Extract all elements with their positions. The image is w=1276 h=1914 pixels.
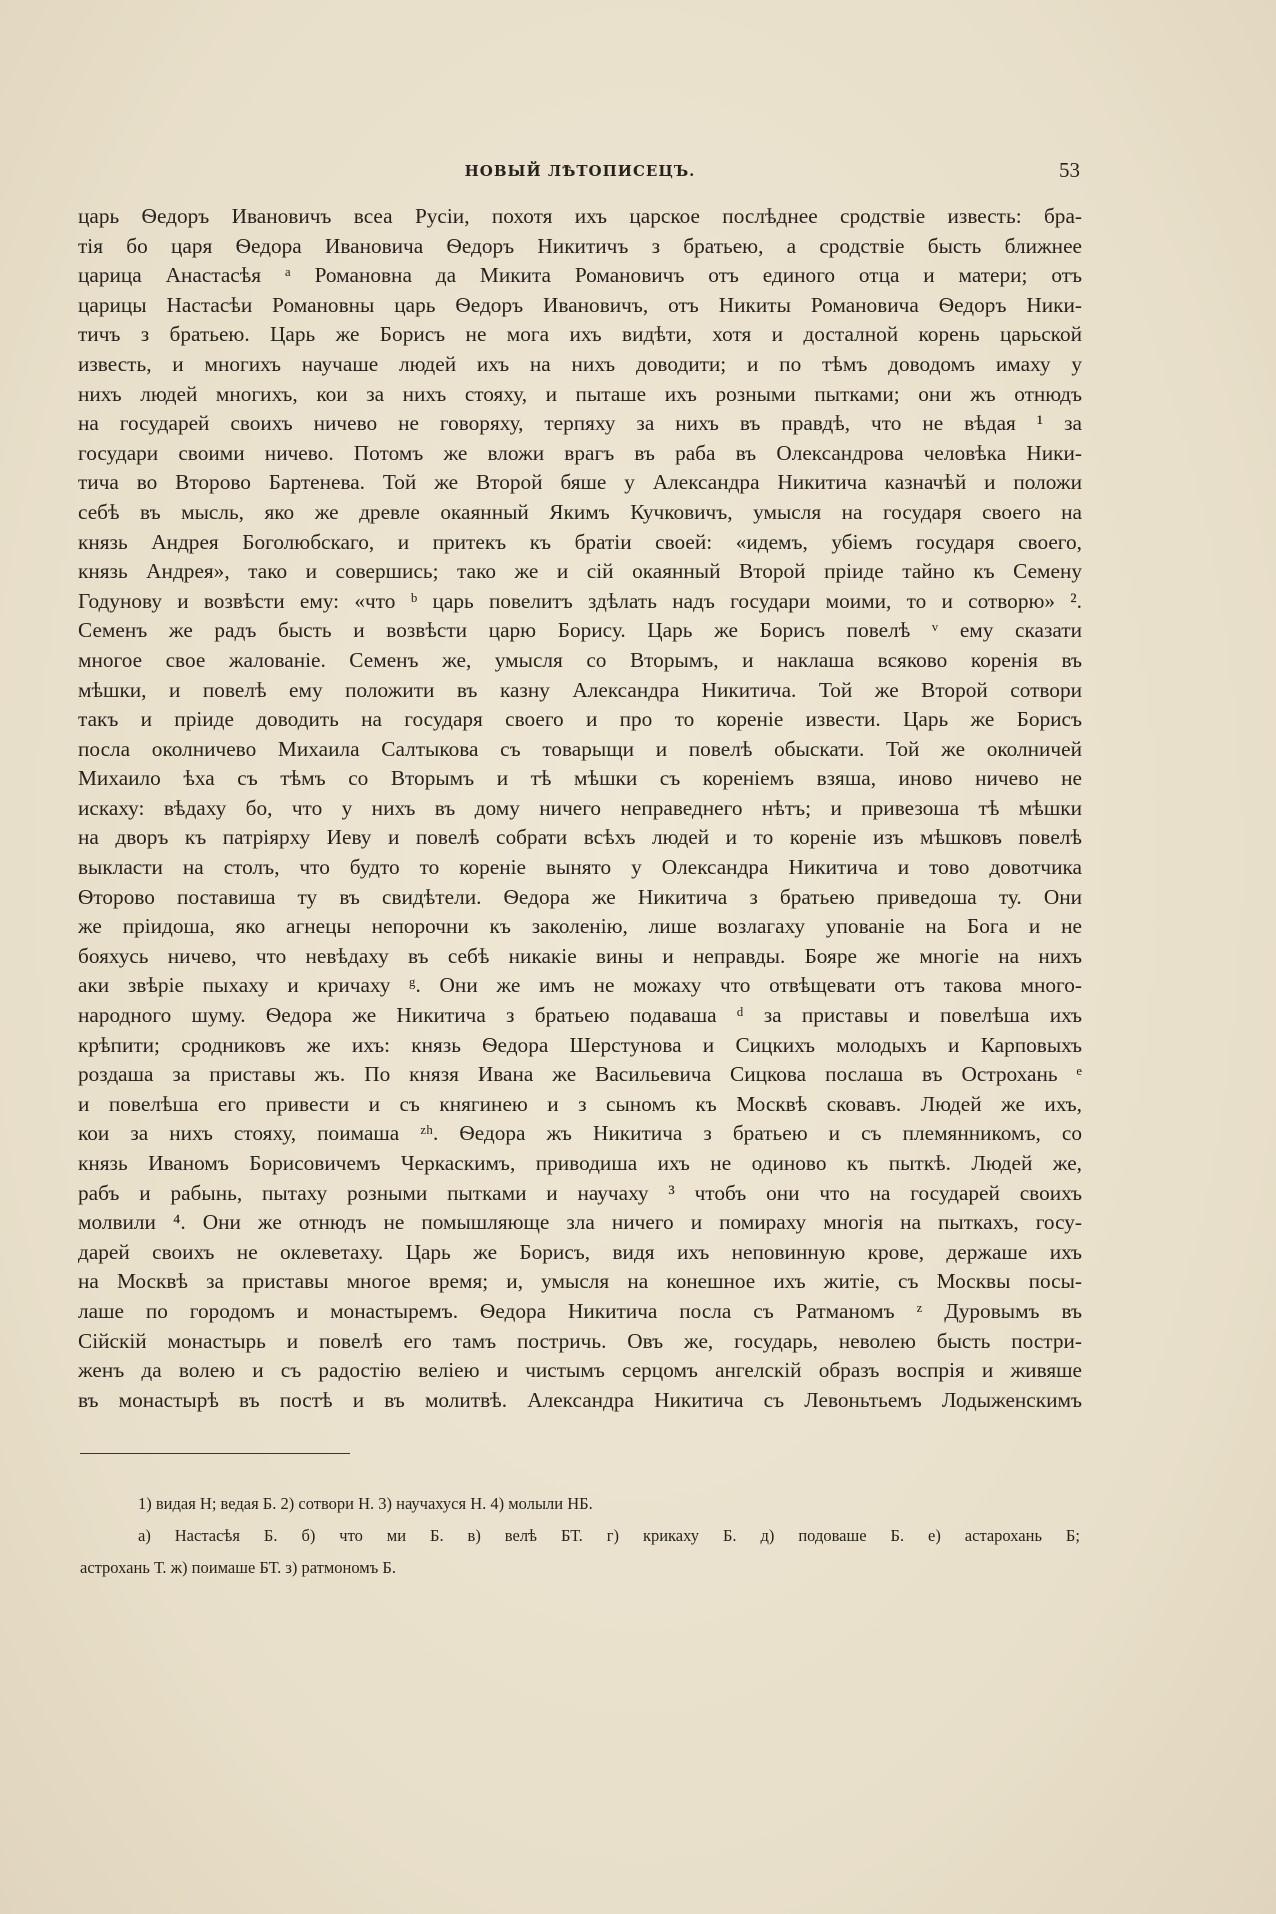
text-line: князь Иваномъ Борисовичемъ Черкаскимъ, приводиша ихъ не одиново къ пыткѣ. Людей же, (78, 1151, 1082, 1175)
text-line: въ монастырѣ въ постѣ и въ молитвѣ. Александра Никитича съ Левоньтьемъ Лодыженскимъ (78, 1387, 1082, 1412)
text-line: Михаило ѣха съ тѣмъ со Вторымъ и тѣ мѣшки съ кореніемъ взяша, иново ничево не (78, 766, 1082, 791)
text-line: царь Ѳедоръ Ивановичъ всеа Русіи, похотя ихъ царское послѣднее сродствіе известь: бра- (78, 204, 1082, 228)
text-line: роздаша за приставы жъ. По князя Ивана же Васильевича Сицкова послаша въ Острохань ᵉ (78, 1062, 1082, 1087)
footnote-variants-line: а) Настасѣя Б. б) что ми Б. в) велѣ БТ. г) крикаху Б. д) подоваше Б. е) астарохань Б; (138, 1526, 1080, 1545)
text-line: кои за нихъ стояху, поимаша ᶻʰ. Ѳедора жъ Никитича з братьею и съ племянникомъ, со (78, 1121, 1082, 1146)
running-title: НОВЫЙ ЛѢТОПИСЕЦЪ. (464, 162, 696, 180)
page-number: 53 (1059, 158, 1080, 182)
text-line: царицы Настасѣи Романовны царь Ѳедоръ Ивановичъ, отъ Никиты Романовича Ѳедоръ Ники- (78, 292, 1082, 317)
text-line: дарей своихъ не оклеветаху. Царь же Борисъ, видя ихъ неповинную крове, держаше ихъ (78, 1239, 1082, 1264)
text-line: такъ и пріиде доводить на государя своего и про то кореніе извести. Царь же Борисъ (78, 707, 1082, 732)
text-line: аки звѣріе пыхаху и кричаху ᵍ. Они же имъ не можаху что отвѣщевати отъ такова много- (78, 973, 1082, 998)
text-line: народного шуму. Ѳедора же Никитича з братьею подаваша ᵈ за приставы и повелѣша ихъ (78, 1003, 1082, 1028)
text-line: тичъ з братьею. Царь же Борисъ не мога ихъ видѣти, хотя и досталной корень царьской (78, 322, 1082, 347)
text-line: Сійскій монастырь и повелѣ его тамъ постричь. Овъ же, государь, неволею бысть постри- (78, 1328, 1082, 1353)
text-line: тича во Второво Бартенева. Той же Второй бяше у Александра Никитича казначѣй и положи (78, 470, 1082, 495)
text-line: нихъ людей многихъ, кои за нихъ стояху, и пыташе ихъ розными пытками; они жъ отнюдъ (78, 381, 1082, 406)
text-line: многое свое жалованіе. Семенъ же, умысля со Вторымъ, и наклаша всяково коренія въ (78, 647, 1082, 672)
text-line: известь, и многихъ научаше людей ихъ на нихъ доводити; и по тѣмъ доводомъ имаху у (78, 351, 1082, 376)
text-line: на Москвѣ за приставы многое время; и, умысля на конешное ихъ житіе, съ Москвы посы- (78, 1269, 1082, 1294)
text-line: Ѳторово поставиша ту въ свидѣтели. Ѳедора же Никитича з братьею приведоша ту. Они (78, 884, 1082, 909)
text-line: Годунову и возвѣсти ему: «что ᵇ царь повелитъ здѣлать надъ государи моими, то и сотворю» ². (78, 588, 1082, 613)
text-line: князь Андрея», тако и совершись; тако же и сій окаянный Второй пріиде тайно къ Семену (78, 559, 1082, 584)
footnotes (80, 1488, 1080, 1584)
text-line: на дворъ къ патріярху Иеву и повелѣ собрати всѣхъ людей и то кореніе изъ мѣшковъ повелѣ (78, 825, 1082, 850)
text-line: на государей своихъ ничево не говоряху, терпяху за нихъ въ правдѣ, что не вѣдая ¹ за (78, 411, 1082, 436)
text-line: же пріидоша, яко агнецы непорочни къ заколенію, лише возлагаху упованіе на Бога и не (78, 914, 1082, 939)
text-line: женъ да волею и съ радостію веліею и чистымъ серцомъ ангелскій образъ воспрія и живяше (78, 1358, 1082, 1383)
main-text (78, 202, 1082, 1415)
text-line: мѣшки, и повелѣ ему положити въ казну Александра Никитича. Той же Второй сотвори (78, 677, 1082, 702)
text-line: бояхусь ничево, что невѣдаху въ себѣ никакіе вины и неправды. Бояре же многіе на нихъ (78, 943, 1082, 968)
text-line: рабъ и рабынь, пытаху розными пытками и научаху ³ чтобъ они что на государей своихъ (78, 1180, 1082, 1205)
text-line: тія бо царя Ѳедора Ивановича Ѳедоръ Никитичъ з братьею, а сродствіе бысть ближнее (78, 233, 1082, 258)
text-line: выкласти на столъ, что будто то кореніе вынято у Олександра Никитича и тово довотчика (78, 855, 1082, 880)
text-line: искаху: вѣдаху бо, что у нихъ въ дому ничего неправеднего нѣтъ; и привезоша тѣ мѣшки (78, 795, 1082, 820)
text-line: Семенъ же радъ бысть и возвѣсти царю Борису. Царь же Борисъ повелѣ ᵛ ему сказати (78, 618, 1082, 643)
text-line: крѣпити; сродниковъ же ихъ: князь Ѳедора Шерстунова и Сицкихъ молодыхъ и Карповыхъ (78, 1032, 1082, 1057)
footnote-variants-line: астрохань Т. ж) поимаше БТ. з) ратмономъ Б. (80, 1558, 396, 1577)
footnote-variants (80, 1520, 1080, 1584)
text-line: молвили ⁴. Они же отнюдъ не помышляюще зла ничего и помираху многія на пыткахъ, госу- (78, 1210, 1082, 1235)
text-line: себѣ въ мысль, яко же древле окаянный Якимъ Кучковичъ, умысля на государя своего на (78, 499, 1082, 524)
footnote-divider (80, 1453, 350, 1454)
text-line: посла околничево Михаила Салтыкова съ товарыщи и повелѣ обыскати. Той же околничей (78, 736, 1082, 761)
text-line: царица Анастасѣя ᵃ Романовна да Микита Романовичъ отъ единого отца и матери; отъ (78, 263, 1082, 288)
text-line: и повелѣша его привести и съ княгинею и з сыномъ къ Москвѣ сковавъ. Людей же ихъ, (78, 1091, 1082, 1116)
text-line: государи своими ничево. Потомъ же вложи врагъ въ раба въ Олександрова человѣка Ники- (78, 440, 1082, 465)
footnote-numbered: 1) видая Н; ведая Б. 2) сотвори Н. 3) научахуся Н. 4) молыли НБ. (138, 1494, 593, 1513)
page-header (80, 158, 1080, 186)
text-line: лаше по городомъ и монастыремъ. Ѳедора Никитича посла съ Ратманомъ ᶻ Дуровымъ въ (78, 1298, 1082, 1323)
text-line: князь Андрея Боголюбскаго, и притекъ къ братіи своей: «идемъ, убіемъ государя своего, (78, 529, 1082, 554)
